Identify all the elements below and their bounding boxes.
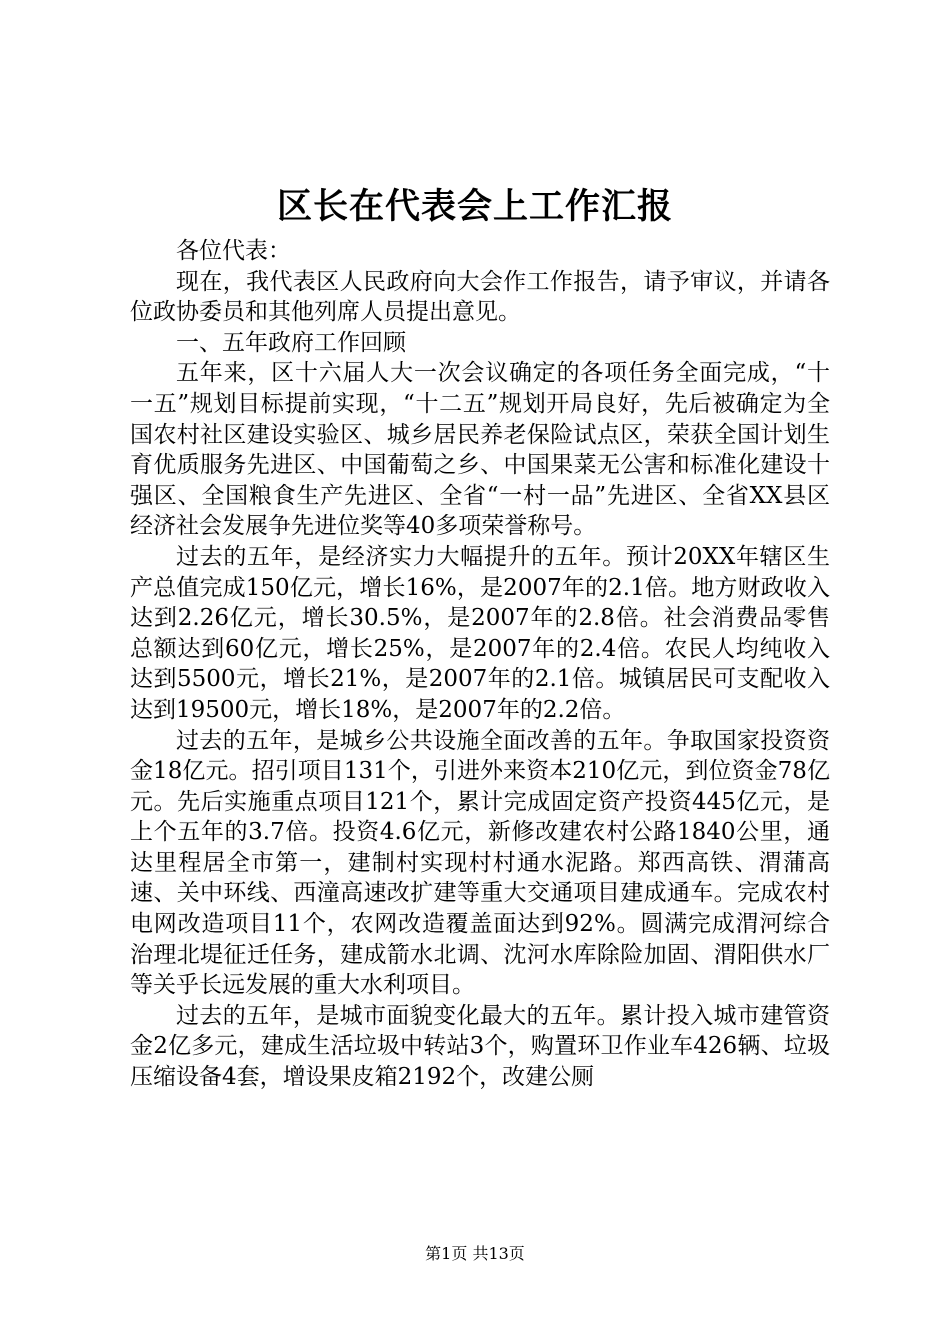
page-number-label: 第1页 共13页 [425, 1244, 525, 1263]
body-paragraph: 现在，我代表区人民政府向大会作工作报告，请予审议，并请各位政协委员和其他列席人员提出意见。 [130, 268, 830, 326]
document-title: 区长在代表会上工作汇报 [276, 186, 673, 227]
document-body [130, 236, 830, 1093]
section-heading: 一、五年政府工作回顾 [176, 329, 406, 356]
salutation-paragraph: 各位代表： [176, 238, 291, 264]
body-paragraph: 五年来，区十六届人大一次会议确定的各项任务全面完成，“十一五”规划目标提前实现，“十二五”规划开局良好，先后被确定为全国农村社区建设实验区、城乡居民养老保险试点区，荣获全国计划生育优质服务先进区、中国葡萄之乡、中国果菜无公害和标准化建设十强区、全国粮食生产先进区、全省“一村一品”先进区、全省XX县区经济社会发展争先进位奖等40多项荣誉称号。 [130, 360, 830, 540]
body-paragraph: 过去的五年，是经济实力大幅提升的五年。预计20XX年辖区生产总值完成150亿元，增长16%，是2007年的2.1倍。地方财政收入达到2.26亿元，增长30.5%，是2007年的2.8倍。社会消费品零售总额达到60亿元，增长25%，是2007年的2.4倍。农民人均纯收入达到5500元，增长21%，是2007年的2.1倍。城镇居民可支配收入达到19500元，增长18%，是2007年的2.2倍。 [130, 543, 830, 723]
body-paragraph: 过去的五年，是城市面貌变化最大的五年。累计投入城市建管资金2亿多元，建成生活垃圾中转站3个，购置环卫作业车426辆、垃圾压缩设备4套，增设果皮箱2192个，改建公厕 [130, 1002, 830, 1091]
body-paragraph: 过去的五年，是城乡公共设施全面改善的五年。争取国家投资资金18亿元。招引项目131个，引进外来资本210亿元，到位资金78亿元。先后实施重点项目121个，累计完成固定资产投资445亿元，是上个五年的3.7倍。投资4.6亿元，新修改建农村公路1840公里，通达里程居全市第一，建制村实现村村通水泥路。郑西高铁、渭蒲高速、关中环线、西潼高速改扩建等重大交通项目建成通车。完成农村电网改造项目11个，农网改造覆盖面达到92%。圆满完成渭河综合治理北堤征迁任务，建成箭水北调、沈河水库除险加固、渭阳供水厂等关乎长远发展的重大水利项目。 [130, 727, 830, 999]
page-footer [0, 1244, 950, 1264]
